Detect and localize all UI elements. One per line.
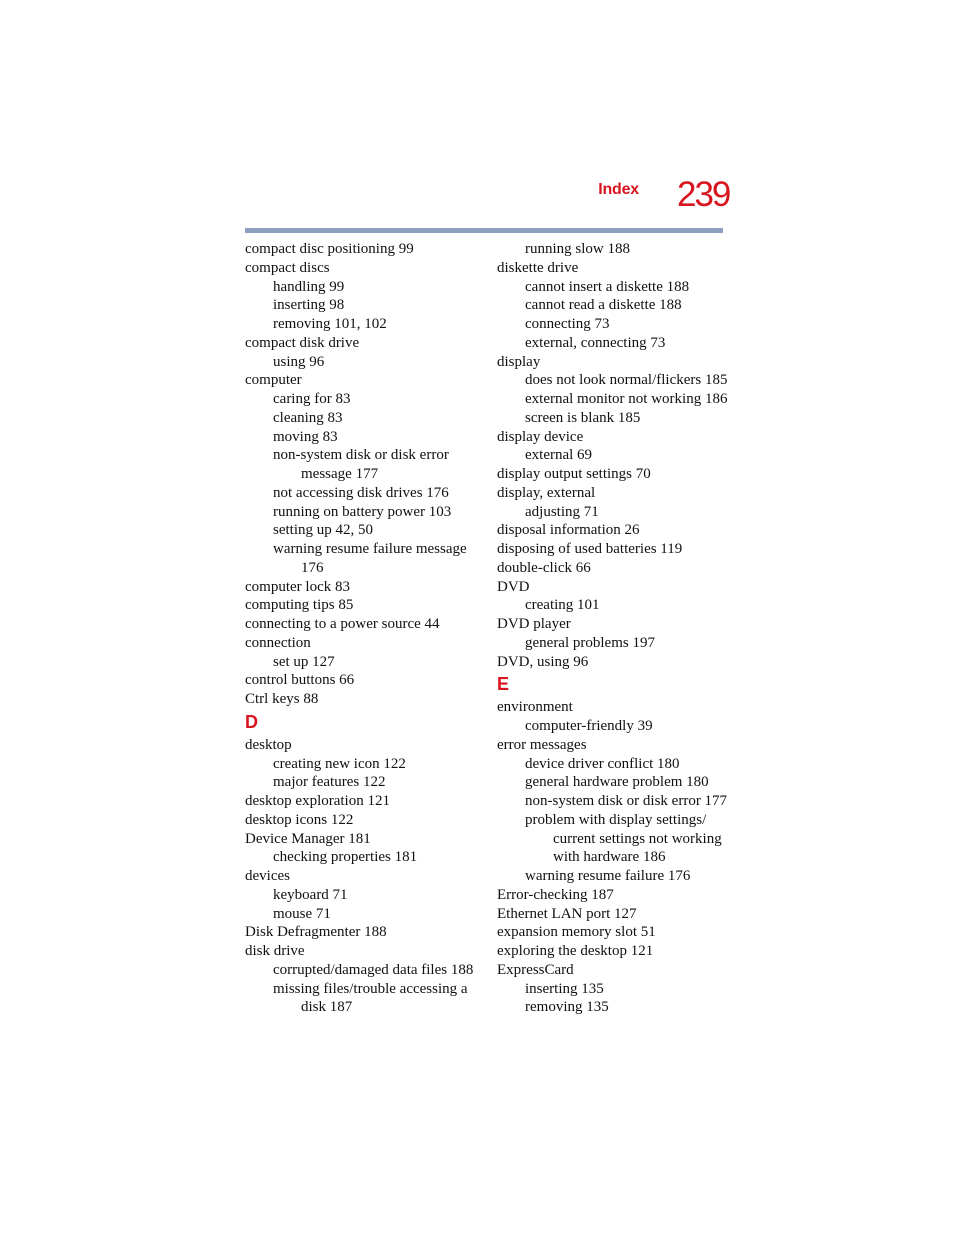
index-continuation: message 177 — [301, 466, 379, 482]
index-entry: display, external — [497, 484, 596, 501]
index-subentry: running on battery power 103 — [273, 503, 452, 520]
index-entry: error messages — [497, 736, 587, 753]
index-continuation: 176 — [301, 559, 324, 576]
index-subentry: creating new icon 122 — [273, 755, 406, 772]
index-entry: Device Manager 181 — [245, 830, 371, 847]
index-entry: DVD player — [497, 616, 571, 632]
index-entry: computer lock 83 — [245, 578, 350, 595]
section-title: Index — [598, 181, 639, 198]
index-entry: connecting to a power source 44 — [245, 616, 440, 632]
header-rule — [245, 228, 723, 233]
index-entry: desktop icons 122 — [245, 811, 354, 828]
index-subentry: device driver conflict 180 — [525, 755, 680, 772]
index-entry: desktop exploration 121 — [245, 793, 390, 809]
index-subentry: mouse 71 — [273, 905, 331, 922]
index-subentry: handling 99 — [273, 278, 345, 295]
index-entry: expansion memory slot 51 — [497, 924, 656, 941]
index-entry: display — [497, 353, 541, 370]
index-entry: DVD — [497, 578, 530, 595]
index-subentry: cannot insert a diskette 188 — [525, 278, 690, 295]
index-column-left — [245, 240, 485, 1017]
index-column-right — [497, 240, 737, 1017]
index-entry: compact disk drive — [245, 334, 360, 351]
index-continuation: disk 187 — [301, 999, 353, 1016]
index-subentry: does not look normal/flickers 185 — [525, 372, 728, 389]
index-subentry: set up 127 — [273, 653, 335, 670]
page-number: 239 — [677, 175, 730, 214]
index-subentry: moving 83 — [273, 428, 338, 445]
index-entry: compact discs — [245, 259, 330, 276]
index-subentry: external, connecting 73 — [525, 334, 666, 351]
index-entry: disk drive — [245, 943, 305, 959]
index-subentry: general problems 197 — [525, 634, 655, 651]
index-subentry: screen is blank 185 — [525, 409, 641, 426]
index-entry: computer — [245, 372, 302, 389]
index-subentry: cleaning 83 — [273, 409, 343, 426]
index-subentry: removing 135 — [525, 999, 609, 1016]
index-subentry: major features 122 — [273, 774, 386, 791]
index-subentry: general hardware problem 180 — [525, 774, 709, 791]
index-subentry: external 69 — [525, 447, 593, 464]
index-subentry: warning resume failure 176 — [525, 868, 691, 884]
index-subentry: creating 101 — [525, 597, 600, 614]
index-subentry: missing files/trouble accessing a — [273, 980, 468, 997]
index-entry: desktop — [245, 736, 292, 753]
index-subentry: setting up 42, 50 — [273, 522, 373, 539]
index-subentry: removing 101, 102 — [273, 316, 387, 332]
index-entry: Error-checking 187 — [497, 886, 614, 903]
index-subentry: corrupted/damaged data files 188 — [273, 961, 474, 978]
index-entry: environment — [497, 699, 573, 716]
index-subentry: checking properties 181 — [273, 849, 418, 866]
index-continuation: current settings not working — [553, 830, 722, 847]
index-entry: display output settings 70 — [497, 466, 651, 482]
index-entry: disposal information 26 — [497, 522, 640, 539]
index-subentry: inserting 98 — [273, 297, 345, 314]
index-entry: Ethernet LAN port 127 — [497, 905, 637, 922]
index-subentry: non-system disk or disk error 177 — [525, 793, 728, 809]
index-entry: display device — [497, 428, 584, 445]
index-subentry: keyboard 71 — [273, 886, 348, 903]
index-entry: compact disc positioning 99 — [245, 241, 414, 257]
index-subentry: problem with display settings/ — [525, 811, 707, 828]
index-entry: devices — [245, 868, 290, 884]
index-subentry: computer-friendly 39 — [525, 718, 653, 734]
index-subentry: external monitor not working 186 — [525, 391, 728, 407]
index-continuation: with hardware 186 — [553, 849, 666, 866]
index-entry: Disk Defragmenter 188 — [245, 924, 387, 941]
index-subentry: connecting 73 — [525, 316, 610, 332]
index-subentry: cannot read a diskette 188 — [525, 297, 682, 314]
index-entry: control buttons 66 — [245, 672, 355, 689]
index-letter-heading: E — [497, 674, 510, 695]
index-subentry: inserting 135 — [525, 980, 604, 997]
index-subentry: adjusting 71 — [525, 503, 599, 520]
index-entry: double-click 66 — [497, 559, 591, 576]
index-subentry: non-system disk or disk error — [273, 447, 449, 464]
index-subentry: caring for 83 — [273, 391, 351, 407]
index-entry: connection — [245, 634, 311, 651]
index-entry: diskette drive — [497, 259, 579, 276]
index-entry: DVD, using 96 — [497, 653, 589, 670]
index-subentry: running slow 188 — [525, 241, 630, 257]
index-letter-heading: D — [245, 711, 258, 732]
index-entry: ExpressCard — [497, 961, 574, 978]
index-subentry: warning resume failure message — [273, 541, 467, 557]
index-entry: Ctrl keys 88 — [245, 691, 319, 707]
index-subentry: not accessing disk drives 176 — [273, 484, 449, 501]
index-entry: disposing of used batteries 119 — [497, 541, 683, 557]
index-subentry: using 96 — [273, 353, 325, 370]
index-entry: computing tips 85 — [245, 597, 354, 614]
index-entry: exploring the desktop 121 — [497, 943, 654, 959]
